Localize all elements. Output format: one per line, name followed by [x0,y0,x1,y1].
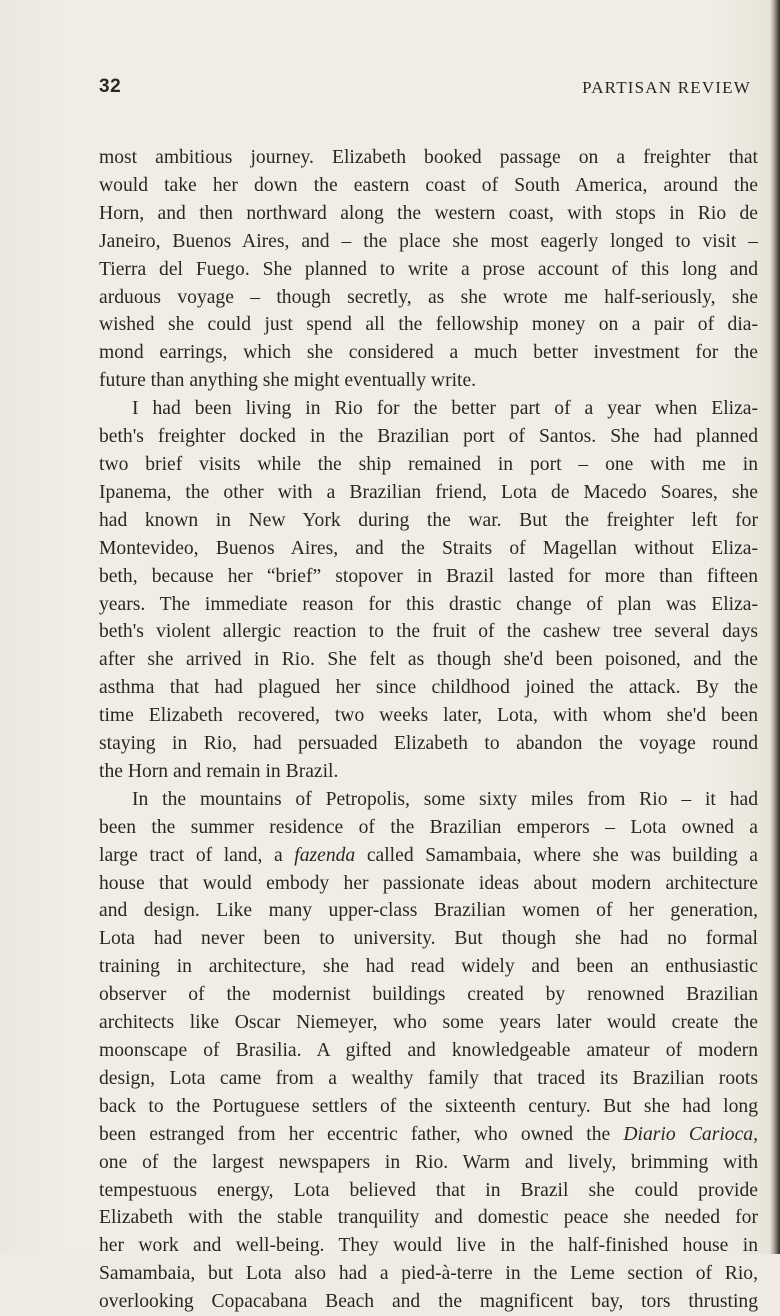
text-line: I had been living in Rio for the better part of a year when Eliza- [132,398,758,420]
text-line: design, Lota came from a wealthy family that traced its Brazilian roots [99,1067,758,1089]
text-line: and design. Like many upper-class Brazilian women of her generation, [99,900,758,922]
text-line: been the summer residence of the Brazilian emperors – Lota owned a [99,816,758,838]
text-line: mond earrings, which she considered a much better investment for the [99,342,758,364]
page-edge-shadow [770,0,780,1254]
text-line: beth, because her “brief” stopover in Brazil lasted for more than fifteen [99,565,758,587]
running-head: PARTISAN REVIEW [582,78,751,97]
text-line: observer of the modernist buildings created by renowned Brazilian [99,984,758,1006]
text-line: wished she could just spend all the fellowship money on a pair of dia- [99,314,758,336]
text-line: overlooking Copacabana Beach and the magnificent bay, tors thrusting [99,1291,758,1313]
text-line: after she arrived in Rio. She felt as though she'd been poisoned, and the [99,649,758,671]
text-span: called Samambaia, where she was building a [355,844,758,866]
text-line: Montevideo, Buenos Aires, and the Straits of Magellan without Eliza- [99,537,758,559]
text-line: Lota had never been to university. But though she had no formal [99,928,758,950]
text-line: most ambitious journey. Elizabeth booked passage on a freighter that [99,147,758,168]
text-line: Janeiro, Buenos Aires, and – the place she most eagerly longed to visit – [99,230,758,252]
text-line: beth's freighter docked in the Brazilian port of Santos. She had planned [99,426,758,448]
text-line: asthma that had plagued her since childhood joined the attack. By the [99,677,758,699]
text-line [99,842,758,870]
text-line: back to the Portuguese settlers of the sixteenth century. But she had long [99,1095,758,1117]
text-line: Samambaia, but Lota also had a pied-à-terre in the Leme section of Rio, [99,1263,758,1285]
italic-title: Diario Carioca, [623,1123,758,1145]
text-line: years. The immediate reason for this drastic change of plan was Eliza- [99,593,758,615]
text-line: training in architecture, she had read widely and been an enthusiastic [99,956,758,978]
text-line [99,1121,758,1149]
text-line: staying in Rio, had persuaded Elizabeth to abandon the voyage round [99,733,758,755]
text-line: arduous voyage – though secretly, as she wrote me half-seriously, she [99,286,758,308]
page-header [99,76,751,106]
body-text [99,144,758,1316]
italic-term: fazenda [294,844,356,866]
text-line: Tierra del Fuego. She planned to write a prose account of this long and [99,258,758,280]
text-line: Horn, and then northward along the western coast, with stops in Rio de [99,202,758,224]
text-line: had known in New York during the war. But the freighter left for [99,509,758,531]
text-line: Elizabeth with the stable tranquility and domestic peace she needed for [99,1207,758,1229]
text-line: the Horn and remain in Brazil. [99,760,339,782]
text-span: large tract of land, a [99,844,295,866]
text-line: beth's violent allergic reaction to the fruit of the cashew tree several days [99,621,758,643]
text-line: future than anything she might eventually write. [99,370,477,392]
text-span: been estranged from her eccentric father, who owned the [99,1123,624,1145]
text-line: tempestuous energy, Lota believed that in Brazil she could provide [99,1179,758,1201]
text-line: house that would embody her passionate ideas about modern architecture [99,872,758,894]
text-line: In the mountains of Petropolis, some sixty miles from Rio – it had [132,788,758,810]
text-line: time Elizabeth recovered, two weeks later, Lota, with whom she'd been [99,705,758,727]
text-line: Ipanema, the other with a Brazilian friend, Lota de Macedo Soares, she [99,481,758,503]
text-line: moonscape of Brasilia. A gifted and knowledgeable amateur of modern [99,1040,758,1061]
text-line: her work and well-being. They would live in the half-finished house in [99,1235,758,1257]
page-number: 32 [99,76,122,97]
text-line: architects like Oscar Niemeyer, who some years later would create the [99,1012,758,1034]
text-line: two brief visits while the ship remained in port – one with me in [99,453,758,475]
text-line: one of the largest newspapers in Rio. Warm and lively, brimming with [99,1151,758,1173]
text-line: would take her down the eastern coast of South America, around the [99,174,758,196]
